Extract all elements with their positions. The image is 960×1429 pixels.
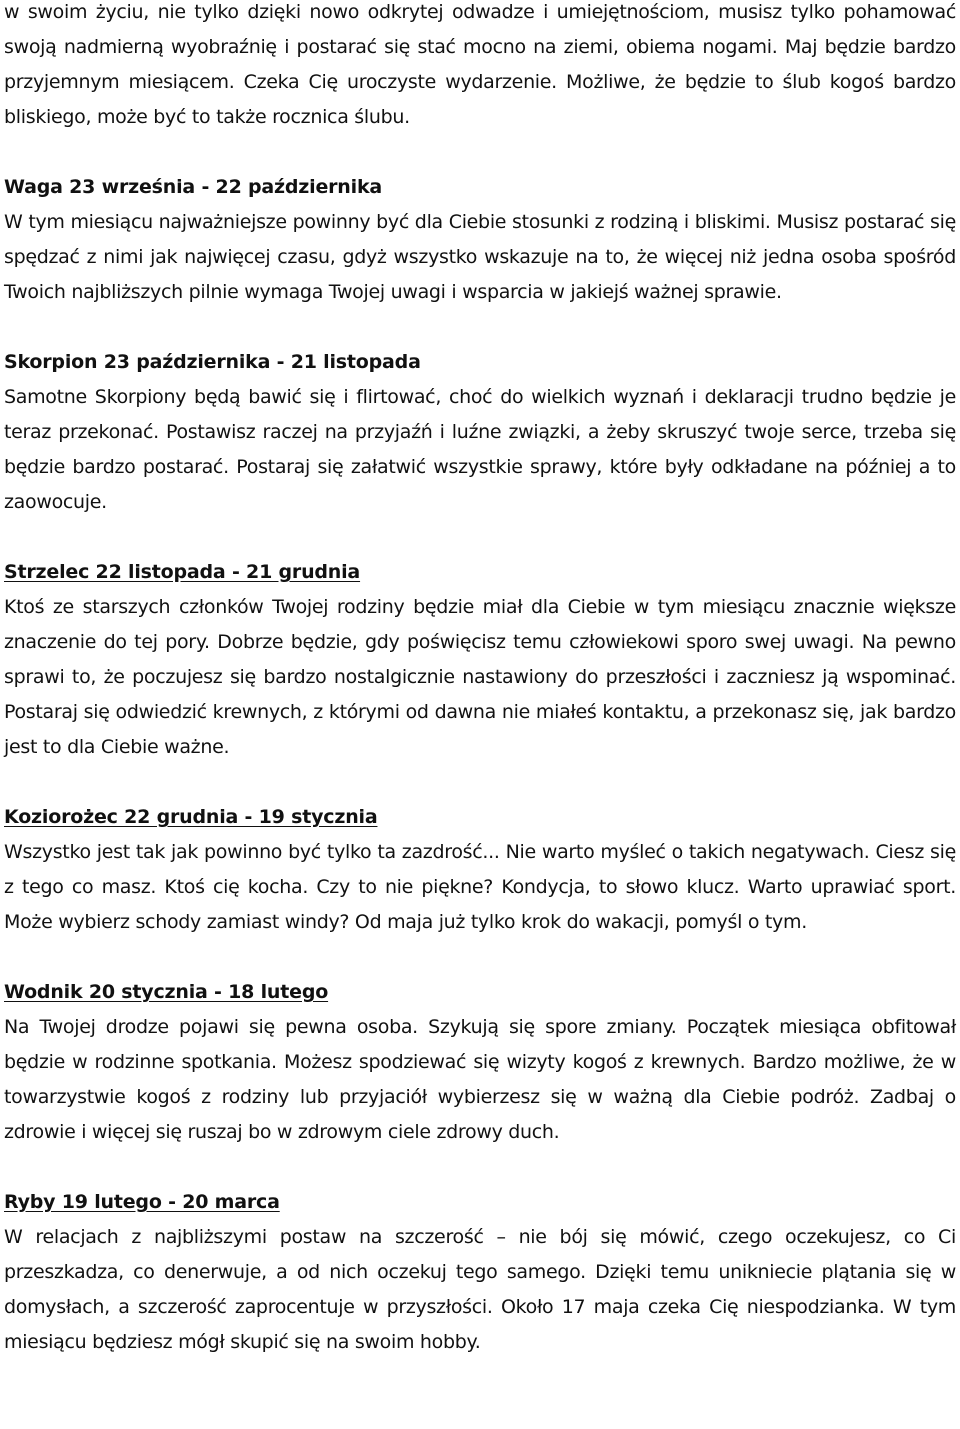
section-heading: Skorpion 23 października - 21 listopada <box>4 351 421 373</box>
section-koziorozec <box>4 800 956 940</box>
section-text: Ktoś ze starszych członków Twojej rodziny będzie miał dla Ciebie w tym miesiącu znacznie większe znaczenie do tej pory. Dobrze będzie, gdy poświęcisz temu człowiekowi sporo swej uwagi. Na pewno sprawi to, że poczujesz się bardzo nostalgicznie nastawiony do przeszłości i zaczniesz ją wspominać. Postaraj się odwiedzić krewnych, z którymi od dawna nie miałeś kontaktu, a przekonasz się, jak bardzo jest to dla Ciebie ważne. <box>4 596 956 758</box>
section-text: Na Twojej drodze pojawi się pewna osoba. Szykują się spore zmiany. Początek miesiąca obfitował będzie w rodzinne spotkania. Możesz spodziewać się wizyty kogoś z krewnych. Bardzo możliwe, że w towarzystwie kogoś z rodziny lub przyjaciół wybierzesz się w ważną dla Ciebie podróż. Zadbaj o zdrowie i więcej się ruszaj bo w zdrowym ciele zdrowy duch. <box>4 1016 956 1143</box>
section-text: Samotne Skorpiony będą bawić się i flirtować, choć do wielkich wyznań i deklaracji trudno będzie je teraz przekonać. Postawisz raczej na przyjaźń i luźne związki, a żeby skruszyć twoje serce, trzeba się będzie bardzo postarać. Postaraj się załatwić wszystkie sprawy, które były odkładane na później a to zaowocuje. <box>4 386 956 513</box>
intro-text: w swoim życiu, nie tylko dzięki nowo odkrytej odwadze i umiejętnościom, musisz tylko pohamować swoją nadmierną wyobraźnię i postarać się stać mocno na ziemi, obiema nogami. Maj będzie bardzo przyjemnym miesiącem. Czeka Cię uroczyste wydarzenie. Możliwe, że będzie to ślub kogoś bardzo bliskiego, może być to także rocznica ślubu. <box>4 1 956 128</box>
section-ryby <box>4 1185 956 1360</box>
section-skorpion <box>4 345 956 520</box>
section-strzelec <box>4 555 956 765</box>
intro-paragraph <box>4 0 956 135</box>
section-heading: Strzelec 22 listopada - 21 grudnia <box>4 561 361 583</box>
section-heading: Ryby 19 lutego - 20 marca <box>4 1191 280 1213</box>
section-waga <box>4 170 956 310</box>
section-heading: Waga 23 września - 22 października <box>4 176 383 198</box>
section-heading: Wodnik 20 stycznia - 18 lutego <box>4 981 329 1003</box>
section-text: W tym miesiącu najważniejsze powinny być dla Ciebie stosunki z rodziną i bliskimi. Musisz postarać się spędzać z nimi jak najwięcej czasu, gdyż wszystko wskazuje na to, że więcej niż jedna osoba spośród Twoich najbliższych pilnie wymaga Twojej uwagi i wsparcia w jakiejś ważnej sprawie. <box>4 211 956 303</box>
section-wodnik <box>4 975 956 1150</box>
section-text: Wszystko jest tak jak powinno być tylko ta zazdrość... Nie warto myśleć o takich negatywach. Ciesz się z tego co masz. Ktoś cię kocha. Czy to nie piękne? Kondycja, to słowo klucz. Warto uprawiać sport. Może wybierz schody zamiast windy? Od maja już tylko krok do wakacji, pomyśl o tym. <box>4 841 956 933</box>
section-heading: Koziorożec 22 grudnia - 19 stycznia <box>4 806 378 828</box>
section-text: W relacjach z najbliższymi postaw na szczerość – nie bój się mówić, czego oczekujesz, co Ci przeszkadza, co denerwuje, a od nich oczekuj tego samego. Dzięki temu unikniecie plątania się w domysłach, a szczerość zaprocentuje w przyszłości. Około 17 maja czeka Cię niespodzianka. W tym miesiącu będziesz mógł skupić się na swoim hobby. <box>4 1226 956 1353</box>
document-page <box>4 0 956 1360</box>
